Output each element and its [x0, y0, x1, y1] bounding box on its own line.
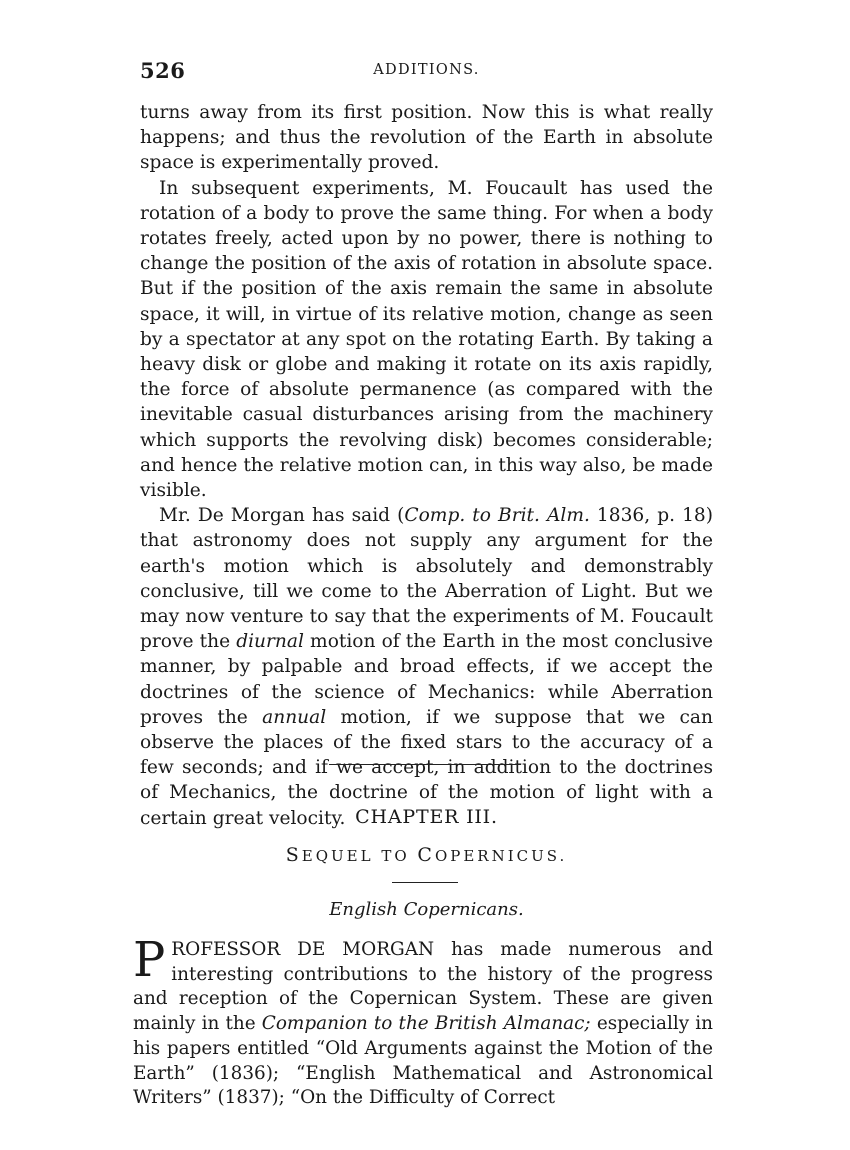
- paragraph-3-text: Mr. De Morgan has said (: [159, 505, 405, 527]
- chapter-body: [133, 932, 713, 1111]
- subtitle-smallcaps: EQUEL TO: [301, 847, 418, 865]
- section-heading: English Copernicans.: [329, 899, 524, 920]
- subtitle-smallcaps: OPERNICUS.: [434, 847, 568, 865]
- chapter-divider-rule: [392, 882, 458, 883]
- chapter-paragraph-text: ROFESSOR DE MORGAN has made numerous and interesting contributions to the history of the progress and reception of the Copernican System. These are given mainly in the: [133, 939, 713, 1035]
- page-header: [140, 58, 713, 88]
- subtitle-initial: S: [285, 844, 302, 866]
- paragraph-2: In subsequent experiments, M. Foucault has used the rotation of a body to prove the same thing. For when a body rotates freely, acted upon by no power, there is nothing to change the position of the axis of rotation in absolute space. But if the position of the axis remain the same in absolute space, it will, in virtue of its relative motion, change as seen by a spectator at any spot on the rotating Earth. By taking a heavy disk or globe and making it rotate on its axis rapidly, the force of absolute permanence (as compared with the inevitable casual disturbances arising from the machinery which supports the revolving disk) becomes considerable; and hence the relative motion can, in this way also, be made visible.: [140, 177, 713, 502]
- citation-title: Comp. to Brit. Alm.: [404, 505, 590, 527]
- publication-title: Companion to the British Almanac;: [261, 1013, 591, 1035]
- emphasis-diurnal: diurnal: [236, 631, 304, 653]
- drop-cap-letter: P: [133, 932, 166, 988]
- chapter-paragraph-1: [133, 932, 713, 1111]
- paragraph-3-text: motion of the Earth in the most conclusive manner, by palpable and broad effects, if we accept the doctrines of the science of Mechanics: while Aberration proves the: [140, 631, 713, 728]
- chapter-paragraph-text: especially in his papers entitled “Old Arguments against the Motion of the Earth” (1836); “English Mathematical and Astronomical Writers” (1837); “On the Difficulty of Correct: [133, 1013, 713, 1109]
- paragraph-1: turns away from its first position. Now this is what really happens; and thus the revolution of the Earth in absolute space is experimentally proved.: [140, 102, 713, 174]
- running-title: ADDITIONS.: [373, 62, 480, 78]
- paragraph-3: [140, 503, 713, 831]
- section-divider-rule: [329, 764, 521, 765]
- page-number: 526: [140, 58, 186, 83]
- chapter-subtitle: [140, 844, 713, 866]
- subtitle-initial: C: [417, 844, 435, 866]
- paragraph-3-text: 1836, p. 18) that astronomy does not supply any argument for the earth's motion which is absolutely and demonstrably conclusive, till we come to the Aberration of Light. But we may now venture to say that the experiments of M. Foucault prove the: [140, 505, 713, 653]
- emphasis-annual: annual: [262, 706, 327, 728]
- chapter-heading: CHAPTER III.: [355, 806, 498, 828]
- body-text: [140, 100, 713, 831]
- paragraph-3-text: motion, if we suppose that we can observe the places of the fixed stars to the accuracy of a few seconds; and if we accept, in addition to the doctrines of Mechanics, the doctrine of the motion of light with a certain great velocity.: [140, 706, 713, 829]
